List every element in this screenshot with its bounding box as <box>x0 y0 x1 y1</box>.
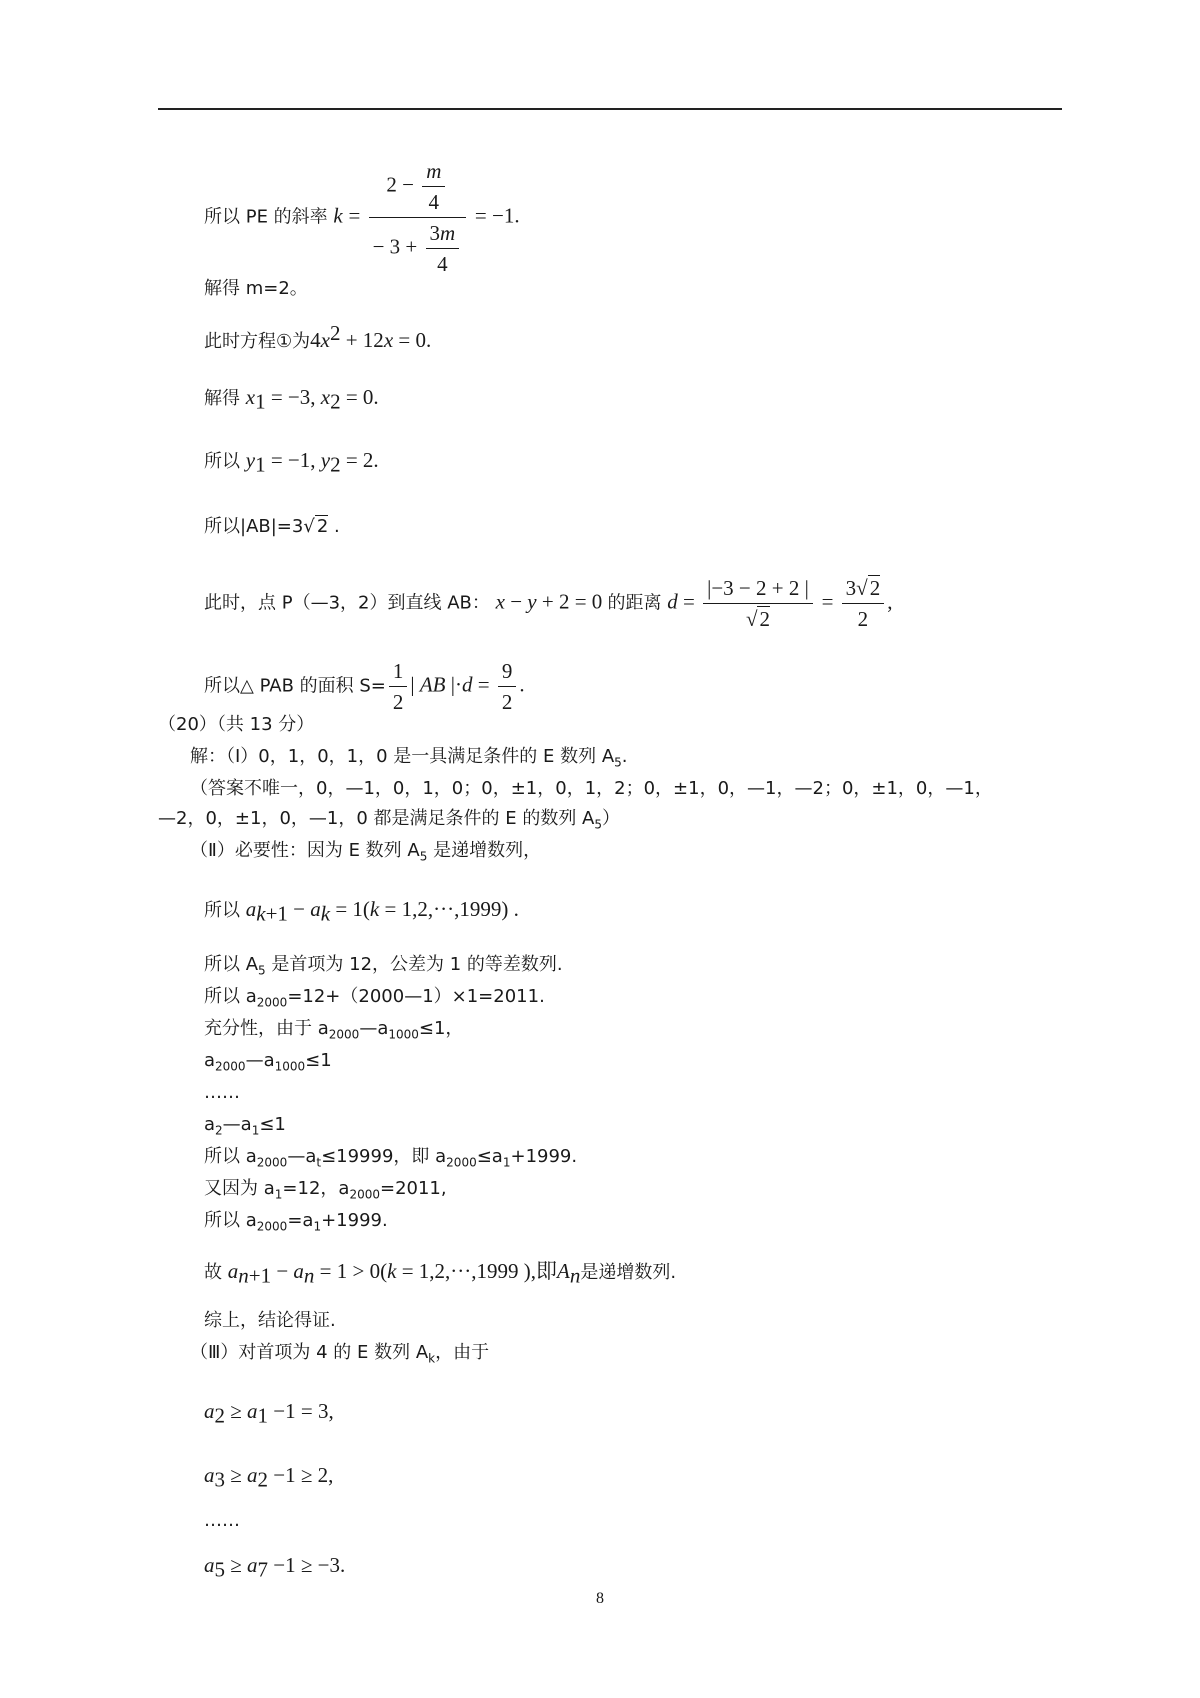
text-line: 所以 $a_{2000}=a_1+1999$. <box>204 1210 388 1234</box>
text-prefix: 解得 <box>204 388 240 409</box>
slope-formula: k <box>333 203 343 228</box>
equation-line: 故 $a_{n+1} - a_n = 1 > 0(k = 1,2,\cdot\cdot\cdot,1999$ ),即$A_n$是递增数列. <box>204 1259 677 1288</box>
text-line: —2，0，±1，0，—1，0 都是满足条件的 E 的数列 $A_5$） <box>158 808 621 832</box>
text-line: $a_{2000}—a_{1000}\le 1$ <box>204 1050 332 1074</box>
slope-fraction: 2 − $\frac{m}{4}$ − 3 + $\frac{3m}{4}$ <box>369 158 467 277</box>
text-line: 所以 $A_5$ 是首项为 12，公差为 1 的等差数列. <box>204 954 563 978</box>
text-line: 所以 $a_{2000}=12+(2000—1)\times 1=2011$. <box>204 986 545 1010</box>
equation-line: 此时方程①为$4x^2 + 12x = 0$. <box>204 321 432 352</box>
text-line: （答案不唯一，0，—1，0，1，0；0，±1，0，1，2；0，±1，0，—1，—2；0，±1，0，—1， <box>190 778 993 799</box>
equation-line: 所以 $a_{k+1} - a_k = 1(k = 1,2,\cdot\cdot\cdot,1999)$ . <box>204 897 519 926</box>
text-prefix: 所以 <box>204 451 240 472</box>
equation-area: 所以△ PAB 的面积 S= $\frac{1}{2}$ | AB |·d = $\frac{9}{2}$ . <box>204 659 525 714</box>
text-line: 解：（Ⅰ）0，1，0，1，0 是一具满足条件的 E 数列 $A_5$. <box>190 746 628 770</box>
text-line: 综上，结论得证. <box>204 1310 336 1331</box>
text-prefix: 所以 <box>204 900 240 921</box>
text-prefix: 所以△ PAB 的面积 S= <box>204 675 386 697</box>
text-line: （Ⅲ）对首项为 4 的 E 数列 $A_k$，由于 <box>190 1342 490 1366</box>
equation-distance: 此时，点 P（—3，2）到直线 AB： x − y + 2 = 0 的距离 d = $\frac{|-3 - 2 + 2 |}{√2}$ = $\frac{3√2}{2}$ , <box>204 576 893 631</box>
text-line: 充分性，由于 $a_{2000}—a_{1000}\le 1$， <box>204 1018 464 1042</box>
text-line: 又因为 $a_1=12$，$a_{2000}=2011$, <box>204 1178 447 1202</box>
text-prefix: 故 <box>204 1262 222 1283</box>
equation-line: 所以 $y_1 = -1$, $y_2 = 2$. <box>204 448 379 477</box>
equation-line: $a_5 \ge a_7 -1 \ge -3$. <box>204 1553 346 1582</box>
equation-line: $a_2 \ge a_1 -1 = 3$, <box>204 1399 334 1428</box>
text-line: （Ⅱ）必要性：因为 E 数列 $A_5$ 是递增数列， <box>190 840 542 864</box>
equation-line: 解得 $x_1 = -3$, $x_2 = 0$. <box>204 385 379 414</box>
equation-line: $a_3 \ge a_2 -1 \ge 2$, <box>204 1463 334 1492</box>
header-rule <box>158 108 1062 110</box>
text-line: …… <box>204 1082 240 1103</box>
text-suffix: 是递增数列. <box>580 1262 677 1283</box>
text-prefix: 所以 PE 的斜率 <box>204 206 328 228</box>
text-line: 所以 $a_{2000}—a_t\le 19999$，即 $a_{2000}\le a_1+1999$. <box>204 1146 578 1170</box>
text-prefix: 此时方程①为 <box>204 331 311 352</box>
text-line: 解得 m=2。 <box>204 278 308 299</box>
section-heading: （20）（共 13 分） <box>158 714 315 735</box>
page-number: 8 <box>596 1590 604 1607</box>
text-line: 所以|AB|=3√ 2 . <box>204 516 340 537</box>
equation-slope-pe: 所以 PE 的斜率 k = 2 − $\frac{m}{4}$ − 3 + $\frac{3m}{4}$ = −1. <box>204 159 520 276</box>
text-line: …… <box>204 1510 240 1531</box>
text-prefix: 此时，点 P（—3，2）到直线 AB： <box>204 592 490 614</box>
text-line: $a_2—a_1\le 1$ <box>204 1114 286 1138</box>
